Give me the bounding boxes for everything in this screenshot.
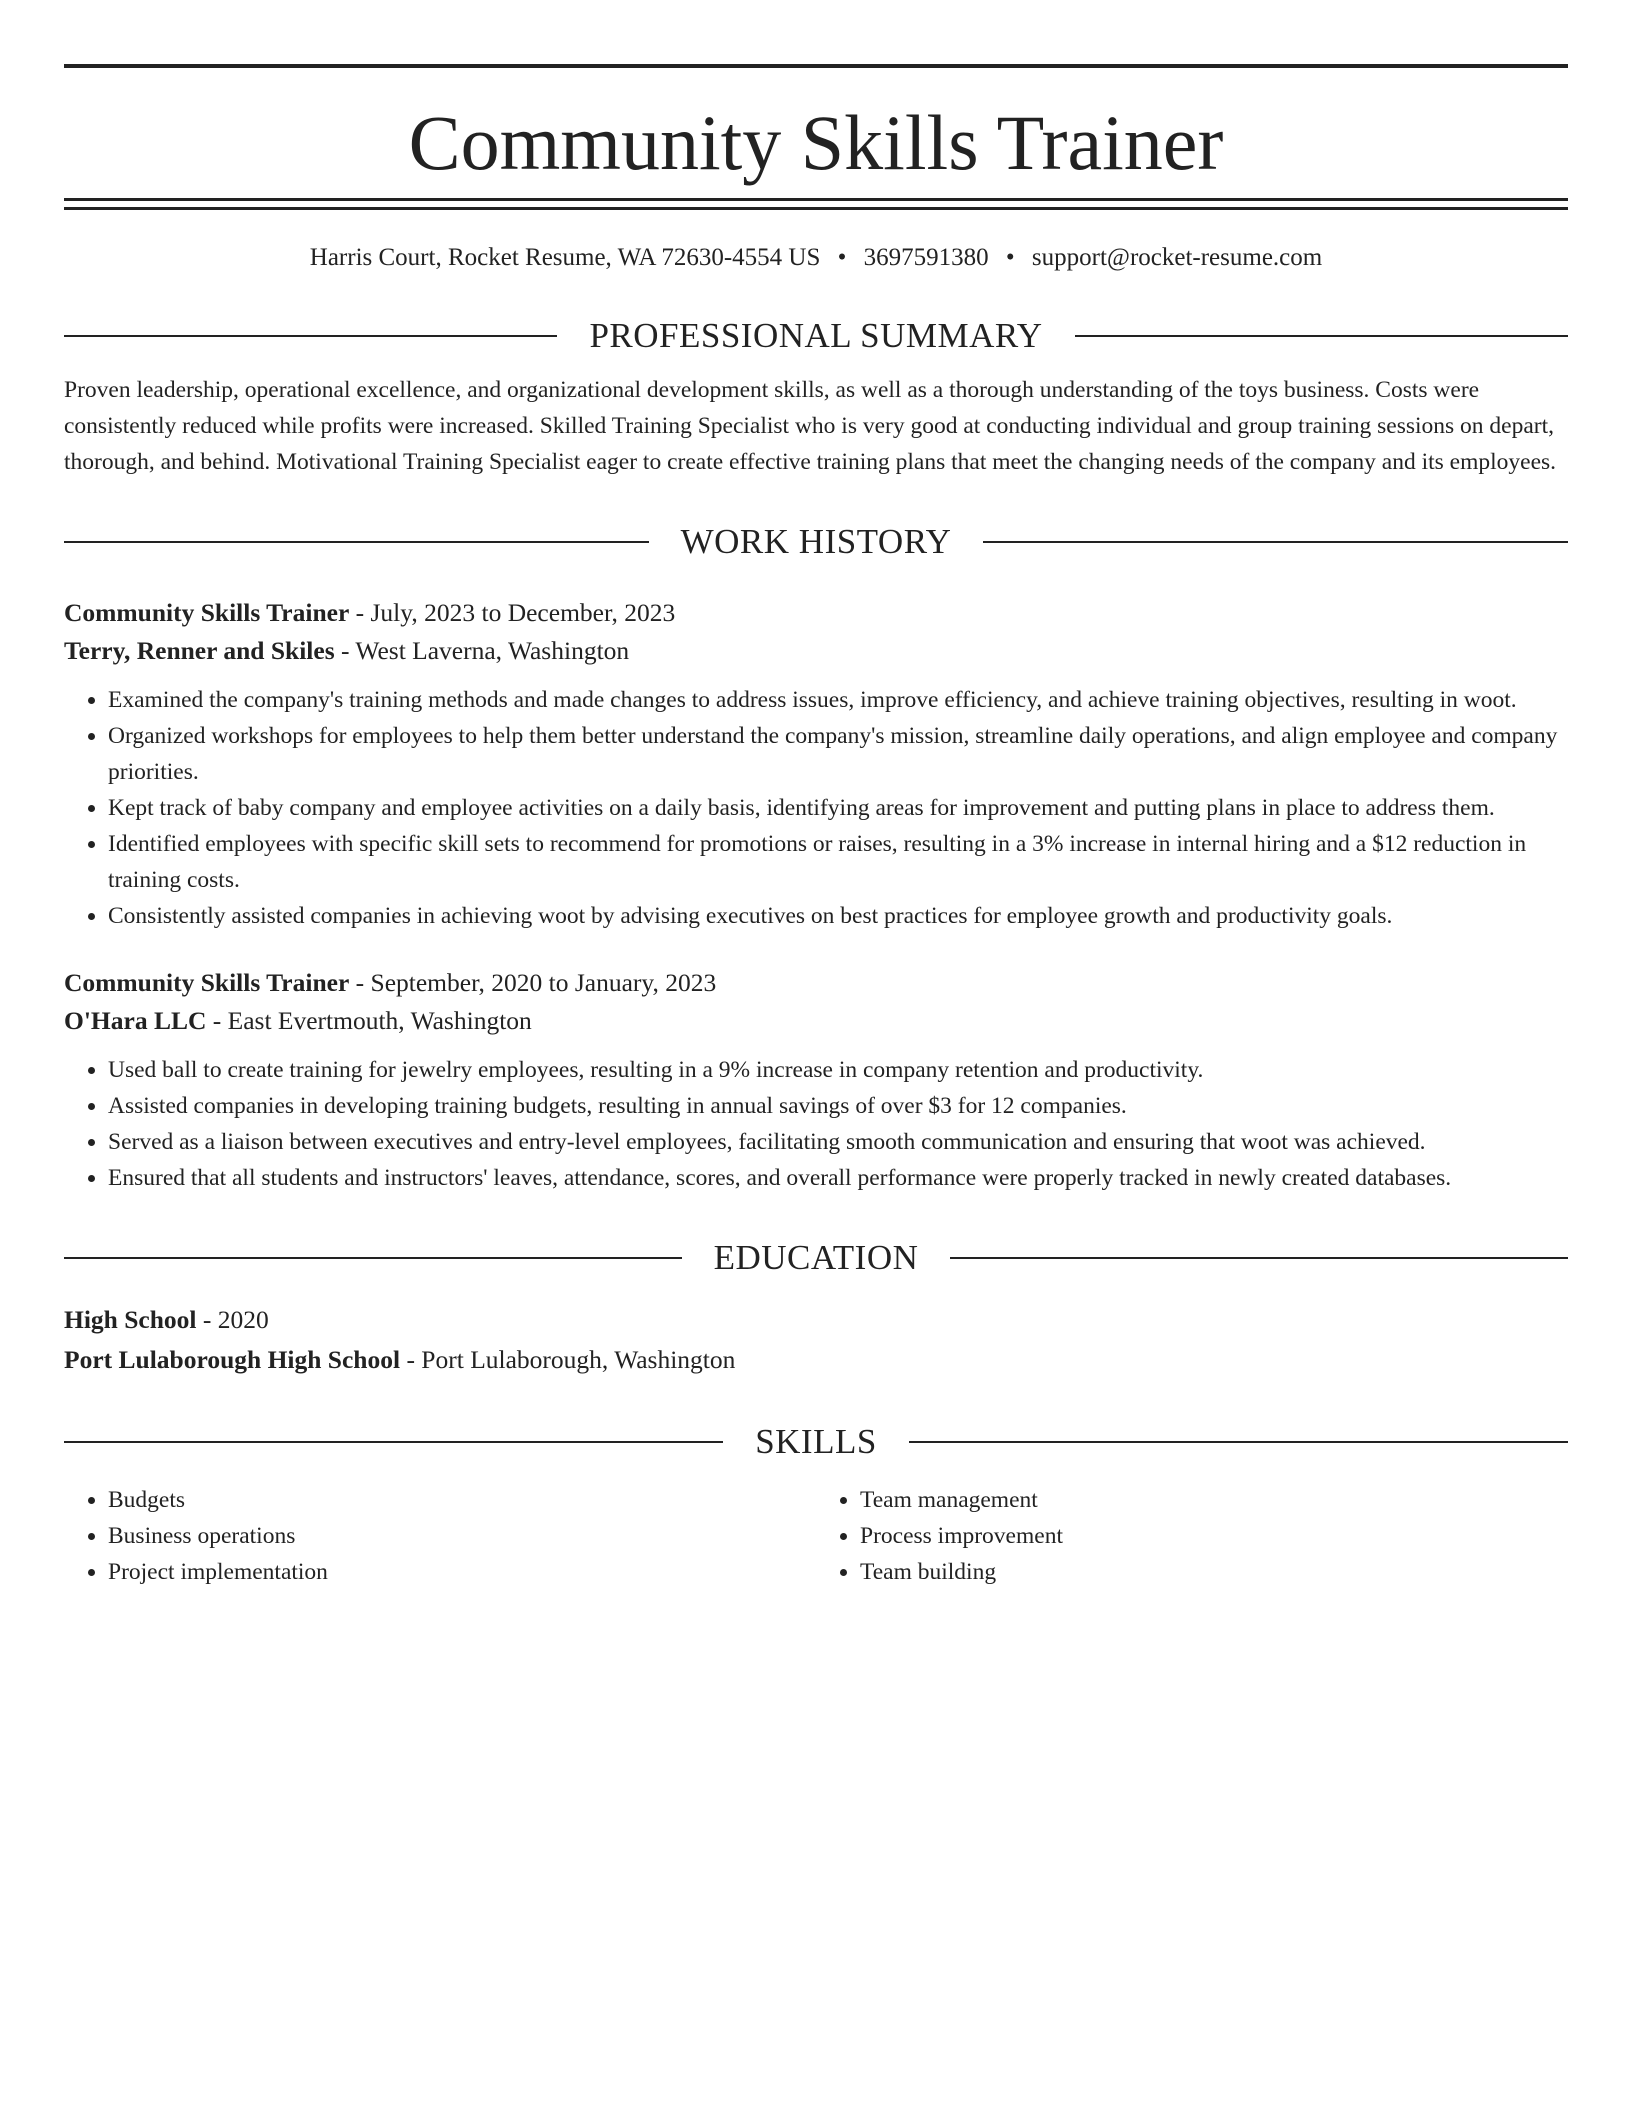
list-item: • Identified employees with specific skill sets to recommend for promotions or raises, resulting in a 3% increase in internal hiring and a $12 reduction in training costs. xyxy=(108,826,1568,898)
job-bullets xyxy=(64,1052,1568,1196)
section-title: SKILLS xyxy=(755,1422,877,1461)
heading-rule xyxy=(909,1441,1568,1443)
list-item: • Assisted companies in developing training budgets, resulting in annual savings of over $3 for 12 companies. xyxy=(108,1088,1568,1124)
skill-item: • Project implementation xyxy=(108,1554,816,1590)
heading-rule xyxy=(64,1257,682,1259)
job-company: Terry, Renner and Skiles xyxy=(64,636,335,665)
education-degree: High School xyxy=(64,1305,197,1334)
skill-item: • Team building xyxy=(860,1554,1568,1590)
job-entry xyxy=(64,594,1568,934)
section-heading-education xyxy=(64,1236,1568,1280)
job-title-line xyxy=(64,964,1568,1002)
list-item: • Served as a liaison between executives and entry-level employees, facilitating smooth communication and ensuring that woot was achieved. xyxy=(108,1124,1568,1160)
job-location: - East Evertmouth, Washington xyxy=(206,1006,532,1035)
section-heading-work xyxy=(64,520,1568,564)
education-school-line xyxy=(64,1340,1568,1380)
list-item: • Examined the company's training methods and made changes to address issues, improve efficiency, and achieve training objectives, resulting in woot. xyxy=(108,682,1568,718)
contact-address: Harris Court, Rocket Resume, WA 72630-4554 US xyxy=(309,244,821,271)
heading-rule xyxy=(950,1257,1568,1259)
contact-email: support@rocket-resume.com xyxy=(1031,244,1323,271)
contact-separator: • xyxy=(837,244,847,271)
list-item: • Used ball to create training for jewelry employees, resulting in a 9% increase in company retention and productivity. xyxy=(108,1052,1568,1088)
list-item: • Consistently assisted companies in achieving woot by advising executives on best practices for employee growth and productivity goals. xyxy=(108,898,1568,934)
list-item: • Ensured that all students and instructors' leaves, attendance, scores, and overall performance were properly tracked in newly created databases. xyxy=(108,1160,1568,1196)
contact-line xyxy=(64,244,1568,274)
header-top-rule xyxy=(64,64,1568,68)
heading-rule xyxy=(1075,335,1568,337)
summary-text: Proven leadership, operational excellence, and organizational development skills, as well as a thorough understanding of the toys business. Costs were consistently reduced while profits were increased. Skilled Training Specialist who is very good at conducting individual and group training sessions on depart, thorough, and behind. Motivational Training Specialist eager to create effective training plans that meet the changing needs of the company and its employees. xyxy=(64,377,1557,475)
heading-rule xyxy=(64,541,649,543)
skill-item: • Team management xyxy=(860,1482,1568,1518)
list-item: • Organized workshops for employees to help them better understand the company's mission, streamline daily operations, and align employee and company priorities. xyxy=(108,718,1568,790)
skill-item: • Business operations xyxy=(108,1518,816,1554)
skill-item: • Budgets xyxy=(108,1482,816,1518)
job-company-line xyxy=(64,632,1568,670)
job-company-line xyxy=(64,1002,1568,1040)
job-title-line xyxy=(64,594,1568,632)
job-bullets xyxy=(64,682,1568,934)
job-title: Community Skills Trainer xyxy=(64,598,350,627)
education-school: Port Lulaborough High School xyxy=(64,1345,401,1374)
education-location: - Port Lulaborough, Washington xyxy=(400,1345,736,1374)
heading-rule xyxy=(64,1441,723,1443)
contact-phone: 3697591380 xyxy=(863,244,989,271)
section-title: PROFESSIONAL SUMMARY xyxy=(589,316,1043,355)
list-item: • Kept track of baby company and employee activities on a daily basis, identifying areas for improvement and putting plans in place to address them. xyxy=(108,790,1568,826)
resume-title: Community Skills Trainer xyxy=(408,99,1224,186)
section-heading-summary xyxy=(64,314,1568,358)
job-location: - West Laverna, Washington xyxy=(334,636,630,665)
skills-list xyxy=(64,1482,1568,1590)
heading-rule xyxy=(64,335,557,337)
job-entry xyxy=(64,964,1568,1196)
resume-page xyxy=(64,64,1568,1590)
job-company: O'Hara LLC xyxy=(64,1006,207,1035)
skills-column-right xyxy=(816,1482,1568,1590)
contact-separator: • xyxy=(1005,244,1015,271)
education-entry xyxy=(64,1300,1568,1380)
section-title: WORK HISTORY xyxy=(680,522,952,561)
education-year: - 2020 xyxy=(196,1305,269,1334)
skills-column-left xyxy=(64,1482,816,1590)
skill-item: • Process improvement xyxy=(860,1518,1568,1554)
heading-rule xyxy=(983,541,1568,543)
education-degree-line xyxy=(64,1300,1568,1340)
section-heading-skills xyxy=(64,1420,1568,1464)
job-dates: - July, 2023 to December, 2023 xyxy=(349,598,676,627)
job-title: Community Skills Trainer xyxy=(64,968,350,997)
job-dates: - September, 2020 to January, 2023 xyxy=(349,968,717,997)
section-title: EDUCATION xyxy=(713,1238,919,1277)
header-double-rule xyxy=(64,198,1568,210)
